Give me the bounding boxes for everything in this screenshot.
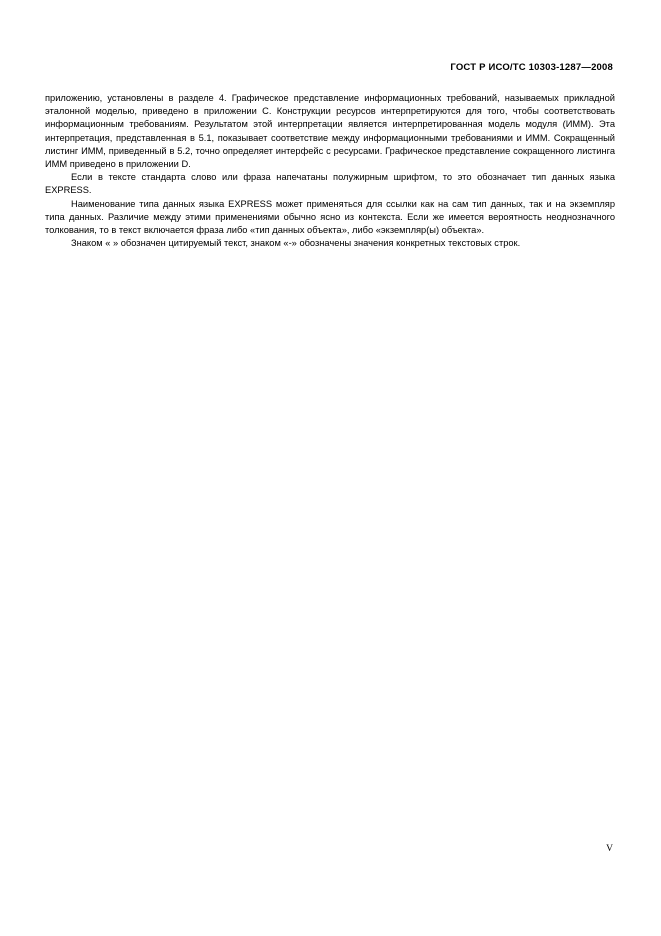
page-body <box>45 92 615 250</box>
paragraph-4: Знаком « » обозначен цитируемый текст, знаком «-» обозначены значения конкретных текстовых строк. <box>71 238 521 249</box>
paragraph-3: Наименование типа данных языка EXPRESS может применяться для ссылки как на сам тип данных, так и на экземпляр типа данных. Различие между этими применениями обычно ясно из контекста. Если же имеется вероятность неоднозначного толкования, то в текст включается фраза либо «тип данных объекта», либо «экземпляр(ы) объекта». <box>45 198 615 236</box>
paragraph-2: Если в тексте стандарта слово или фраза напечатаны полужирным шрифтом, то это обозначает тип данных языка EXPRESS. <box>45 172 615 196</box>
page-number: V <box>606 844 613 854</box>
page-header-standard-number: ГОСТ Р ИСО/ТС 10303-1287—2008 <box>450 62 613 73</box>
paragraph-1: приложению, установлены в разделе 4. Графическое представление информационных требований, называемых прикладной эталонной моделью, приведено в приложении C. Конструкции ресурсов интерпретируются для того, чтобы соответствовать информационным требованиям. Результатом этой интерпретации является интерпретированная модель модуля (ИММ). Эта интерпретация, представленная в 5.1, показывает соответствие между информационными требованиями и ИММ. Сокращенный листинг ИММ, приведенный в 5.2, точно определяет интерфейс с ресурсами. Графическое представление сокращенного листинга ИММ приведено в приложении D. <box>45 93 615 170</box>
